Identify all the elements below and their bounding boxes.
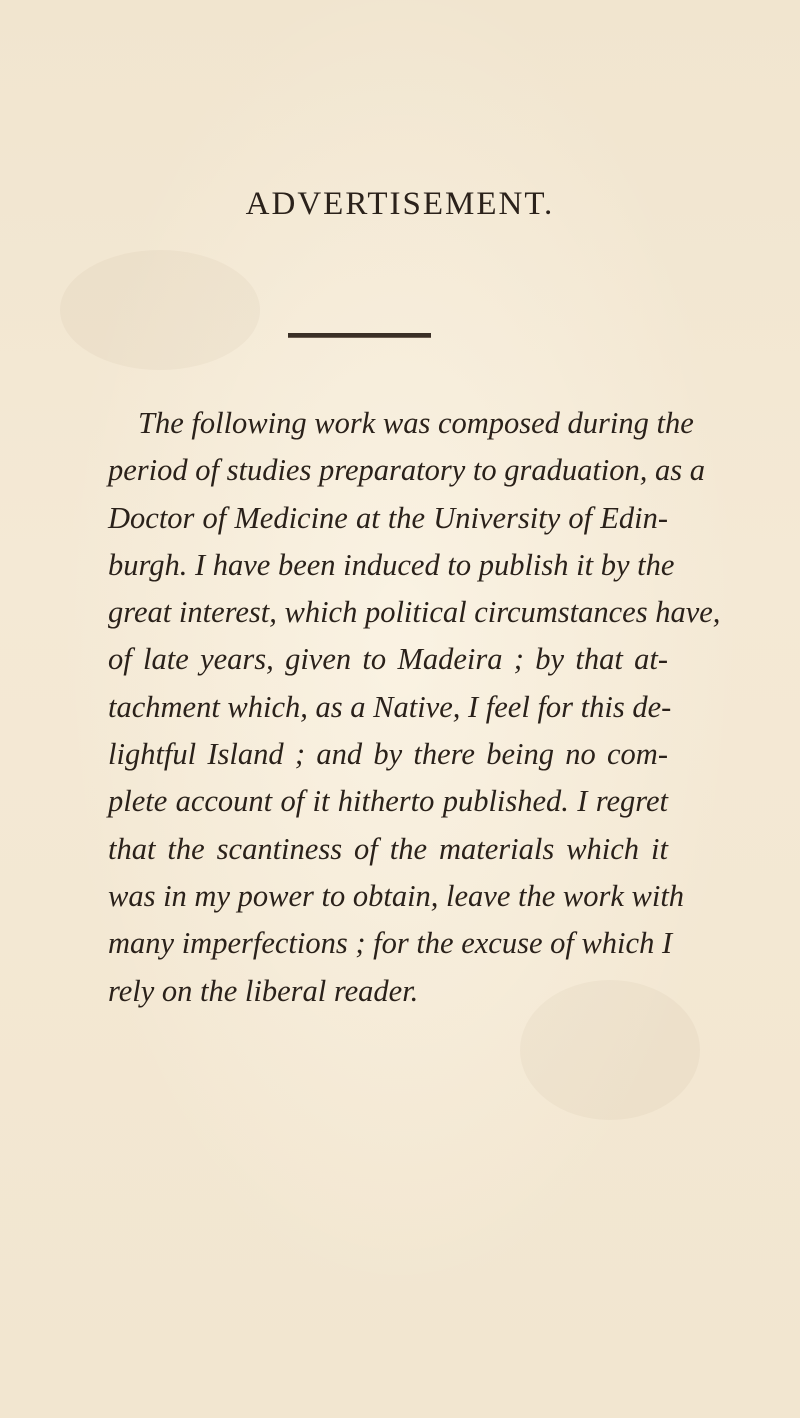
paragraph-line: Doctor of Medicine at the University of Edin- bbox=[108, 500, 668, 535]
paragraph-line: that the scantiness of the materials which it bbox=[108, 831, 668, 866]
paragraph-line: The following work was composed during the bbox=[138, 406, 694, 440]
paragraph-line: was in my power to obtain, leave the work with bbox=[108, 878, 685, 913]
paragraph-line: great interest, which political circumstances have, bbox=[108, 595, 721, 630]
paragraph-line: tachment which, as a Native, I feel for this de- bbox=[108, 689, 672, 724]
paragraph-line: many imperfections ; for the excuse of which I bbox=[108, 926, 673, 961]
paragraph-line: of late years, given to Madeira ; by that at- bbox=[108, 642, 668, 677]
page-heading: ADVERTISEMENT. bbox=[245, 186, 555, 222]
advertisement-paragraph bbox=[108, 400, 721, 1015]
paragraph-line: period of studies preparatory to graduation, as a bbox=[108, 453, 706, 488]
paragraph-line: plete account of it hitherto published. I regret bbox=[108, 784, 668, 819]
paragraph-line: burgh. I have been induced to publish it by the bbox=[108, 547, 675, 582]
paragraph-line: lightful Island ; and by there being no com- bbox=[108, 737, 668, 772]
heading-rule bbox=[288, 333, 431, 338]
paragraph-line: rely on the liberal reader. bbox=[108, 973, 419, 1008]
paper-stain bbox=[60, 250, 260, 370]
